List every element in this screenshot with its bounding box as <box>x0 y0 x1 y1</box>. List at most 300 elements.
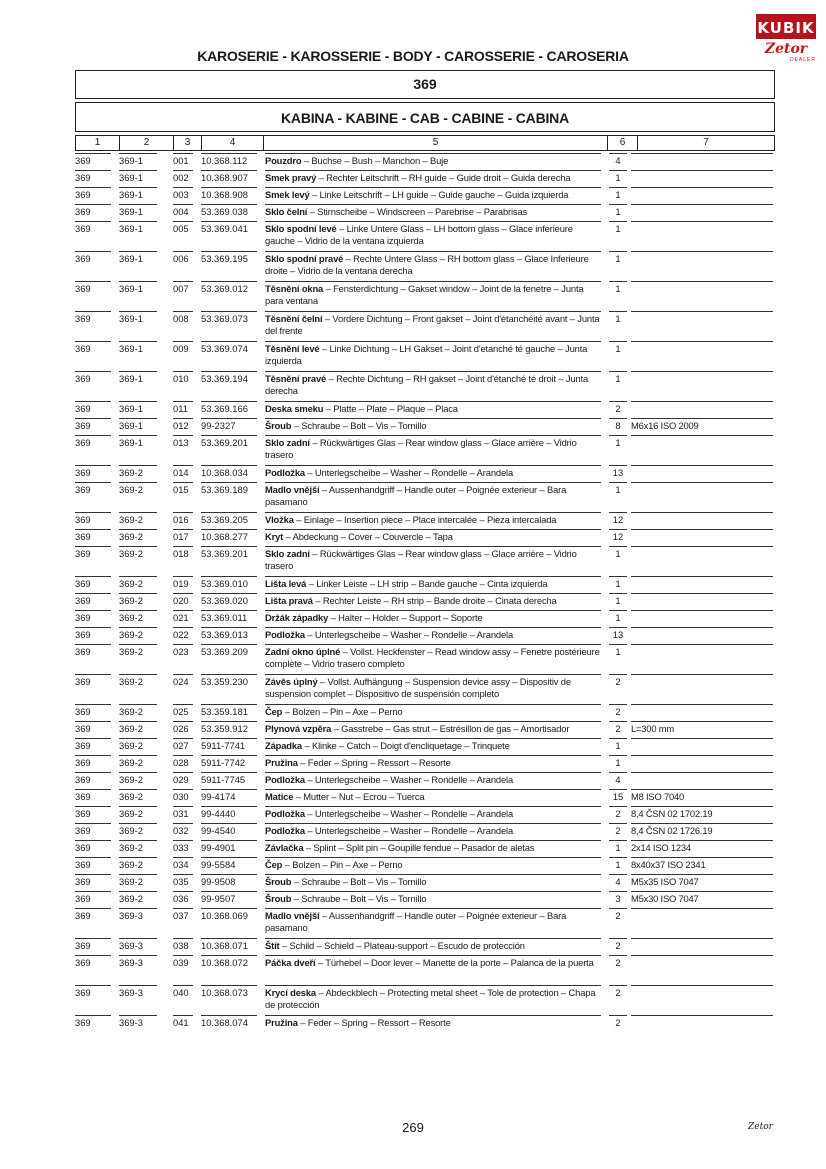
description-czech: Lišta levá <box>265 578 307 589</box>
description-translations: – Unterlegscheibe – Washer – Rondelle – Arandela <box>304 825 514 836</box>
row-rule <box>609 221 627 222</box>
description-translations: – Unterlegscheibe – Washer – Rondelle – Arandela <box>304 629 514 640</box>
description-czech: Závěs úplný <box>265 676 318 687</box>
row-rule <box>173 985 193 986</box>
cell-figure: 369-2 <box>119 808 143 819</box>
row-rule <box>631 738 773 739</box>
row-rule <box>75 204 111 205</box>
cell-part-number: 99-5584 <box>201 859 236 870</box>
cell-figure: 369-2 <box>119 578 143 589</box>
row-rule <box>631 789 773 790</box>
row-rule <box>609 529 627 530</box>
cell-quantity: 2 <box>615 676 621 687</box>
row-rule <box>265 371 601 372</box>
row-rule <box>631 721 773 722</box>
row-rule <box>631 755 773 756</box>
row-rule <box>609 772 627 773</box>
description-czech: Těsnění čelní <box>265 313 323 324</box>
row-rule <box>119 593 157 594</box>
row-rule <box>173 251 193 252</box>
cell-part-number: 10.368.069 <box>201 910 248 921</box>
cell-description <box>265 467 601 479</box>
cell-quantity: 1 <box>615 283 621 294</box>
description-translations: – Rechter Leiste – RH strip – Bande droite – Cinata derecha <box>312 595 557 606</box>
description-czech: Šroub <box>265 420 292 431</box>
description-czech: Pružina <box>265 757 298 768</box>
cell-note: 8,4 ČSN 02 1726.19 <box>631 825 713 836</box>
cell-figure: 369-2 <box>119 531 143 542</box>
description-translations: – Fensterdichtung – Gakset window – Joint de la fenetre – Junta para ventana <box>265 283 584 306</box>
row-rule <box>75 840 111 841</box>
cell-position: 022 <box>173 629 189 640</box>
row-rule <box>201 546 257 547</box>
row-rule <box>173 610 193 611</box>
table-row <box>75 418 773 435</box>
cell-figure: 369-1 <box>119 283 143 294</box>
row-rule <box>75 857 111 858</box>
cell-position: 001 <box>173 155 189 166</box>
row-rule <box>265 204 601 205</box>
cell-position: 012 <box>173 420 189 431</box>
table-row <box>75 721 773 738</box>
row-rule <box>201 593 257 594</box>
table-row <box>75 891 773 908</box>
cell-part-number: 53.369.013 <box>201 629 248 640</box>
cell-description <box>265 893 601 905</box>
row-rule <box>201 908 257 909</box>
row-rule <box>119 153 157 154</box>
row-rule <box>265 772 601 773</box>
row-rule <box>75 546 111 547</box>
row-rule <box>609 755 627 756</box>
row-rule <box>265 311 601 312</box>
row-rule <box>75 955 111 956</box>
row-rule <box>201 187 257 188</box>
row-rule <box>631 529 773 530</box>
row-rule <box>201 529 257 530</box>
cell-part-number: 5911-7745 <box>201 774 246 785</box>
row-rule <box>631 674 773 675</box>
cell-description <box>265 612 601 624</box>
table-row <box>75 187 773 204</box>
cell-note: 8,4 ČSN 02 1702.19 <box>631 808 713 819</box>
description-translations: – Vollst. Heckfenster – Read window assy – Fenetre postérieure complète – Vidrio trasero completo <box>265 646 600 669</box>
row-rule <box>173 593 193 594</box>
row-rule <box>173 755 193 756</box>
row-rule <box>75 576 111 577</box>
cell-group: 369 <box>75 957 91 968</box>
cell-figure: 369-2 <box>119 740 143 751</box>
description-translations: – Rechter Leitschrift – RH guide – Guide droit – Guida derecha <box>316 172 571 183</box>
cell-quantity: 13 <box>612 467 624 478</box>
row-rule <box>75 593 111 594</box>
cell-group: 369 <box>75 910 91 921</box>
table-row <box>75 371 773 401</box>
cell-figure: 369-1 <box>119 343 143 354</box>
row-rule <box>201 627 257 628</box>
cell-position: 014 <box>173 467 189 478</box>
cell-part-number: 53.359.230 <box>201 676 248 687</box>
row-rule <box>173 281 193 282</box>
cell-group: 369 <box>75 876 91 887</box>
table-row <box>75 1015 773 1032</box>
cell-group: 369 <box>75 774 91 785</box>
cell-part-number: 10.368.034 <box>201 467 248 478</box>
cell-part-number: 53.369.201 <box>201 548 248 559</box>
cell-group: 369 <box>75 420 91 431</box>
row-rule <box>609 840 627 841</box>
row-rule <box>609 204 627 205</box>
cell-quantity: 13 <box>612 629 624 640</box>
row-rule <box>201 874 257 875</box>
description-translations: – Linker Leiste – LH strip – Bande gauche – Cinta izquierda <box>306 578 548 589</box>
cell-group: 369 <box>75 514 91 525</box>
cell-position: 002 <box>173 172 189 183</box>
cell-description <box>265 910 601 934</box>
cell-quantity: 1 <box>615 253 621 264</box>
row-rule <box>265 627 601 628</box>
row-rule <box>201 704 257 705</box>
cell-figure: 369-2 <box>119 467 143 478</box>
row-rule <box>119 529 157 530</box>
row-rule <box>631 955 773 956</box>
cell-description <box>265 403 601 415</box>
row-rule <box>75 704 111 705</box>
row-rule <box>201 772 257 773</box>
row-rule <box>173 874 193 875</box>
cell-group: 369 <box>75 842 91 853</box>
cell-part-number: 99-9508 <box>201 876 236 887</box>
cell-group: 369 <box>75 612 91 623</box>
row-rule <box>173 401 193 402</box>
cell-description <box>265 757 601 769</box>
cell-figure: 369-1 <box>119 223 143 234</box>
row-rule <box>173 1015 193 1016</box>
cell-description <box>265 313 601 337</box>
cell-description <box>265 957 601 969</box>
row-rule <box>119 644 157 645</box>
row-rule <box>119 955 157 956</box>
table-row <box>75 311 773 341</box>
description-czech: Štít <box>265 940 280 951</box>
cell-group: 369 <box>75 757 91 768</box>
description-czech: Pružina <box>265 1017 298 1028</box>
cell-figure: 369-1 <box>119 172 143 183</box>
row-rule <box>119 371 157 372</box>
cell-part-number: 99-4901 <box>201 842 236 853</box>
row-rule <box>173 435 193 436</box>
description-translations: – Splint – Split pin – Goupille fendue – Pasador de aletas <box>303 842 535 853</box>
row-rule <box>631 891 773 892</box>
row-rule <box>201 281 257 282</box>
table-row <box>75 170 773 187</box>
column-header-1: 1 <box>76 136 120 150</box>
cell-part-number: 53.369.194 <box>201 373 248 384</box>
row-rule <box>75 311 111 312</box>
row-rule <box>173 311 193 312</box>
cell-figure: 369-3 <box>119 940 143 951</box>
description-czech: Lišta pravá <box>265 595 313 606</box>
row-rule <box>265 755 601 756</box>
row-rule <box>201 204 257 205</box>
row-rule <box>201 418 257 419</box>
table-row <box>75 465 773 482</box>
row-rule <box>119 281 157 282</box>
row-rule <box>631 281 773 282</box>
row-rule <box>631 401 773 402</box>
cell-position: 041 <box>173 1017 189 1028</box>
cell-position: 028 <box>173 757 189 768</box>
table-row <box>75 644 773 674</box>
row-rule <box>119 401 157 402</box>
row-rule <box>75 908 111 909</box>
cell-figure: 369-2 <box>119 548 143 559</box>
row-rule <box>173 857 193 858</box>
row-rule <box>201 840 257 841</box>
row-rule <box>609 311 627 312</box>
table-row <box>75 546 773 576</box>
row-rule <box>201 465 257 466</box>
row-rule <box>173 789 193 790</box>
cell-note: M5x35 ISO 7047 <box>631 876 699 887</box>
row-rule <box>119 418 157 419</box>
cell-position: 023 <box>173 646 189 657</box>
table-row <box>75 772 773 789</box>
cell-part-number: 99-4440 <box>201 808 236 819</box>
cell-quantity: 1 <box>615 313 621 324</box>
row-rule <box>265 644 601 645</box>
cell-description <box>265 189 601 201</box>
description-czech: Západka <box>265 740 302 751</box>
cell-note: 8x40x37 ISO 2341 <box>631 859 706 870</box>
row-rule <box>631 576 773 577</box>
row-rule <box>75 465 111 466</box>
row-rule <box>75 874 111 875</box>
row-rule <box>265 738 601 739</box>
row-rule <box>201 806 257 807</box>
row-rule <box>75 371 111 372</box>
cell-part-number: 53.369.205 <box>201 514 248 525</box>
cell-quantity: 8 <box>615 420 621 431</box>
cell-position: 026 <box>173 723 189 734</box>
cell-quantity: 12 <box>612 514 624 525</box>
description-czech: Madlo vnější <box>265 484 320 495</box>
cell-quantity: 2 <box>615 825 621 836</box>
cell-quantity: 4 <box>615 876 621 887</box>
cell-part-number: 53.369.020 <box>201 595 248 606</box>
row-rule <box>75 170 111 171</box>
row-rule <box>631 170 773 171</box>
cell-note: M5x30 ISO 7047 <box>631 893 699 904</box>
cell-part-number: 53.359.912 <box>201 723 248 734</box>
description-translations: – Rückwärtiges Glas – Rear window glass – Glace arrière – Vidrio trasero <box>265 548 577 571</box>
row-rule <box>173 891 193 892</box>
cell-group: 369 <box>75 403 91 414</box>
row-rule <box>631 908 773 909</box>
description-czech: Podložka <box>265 467 305 478</box>
table-row <box>75 738 773 755</box>
cell-figure: 369-2 <box>119 842 143 853</box>
description-czech: Čep <box>265 859 283 870</box>
row-rule <box>75 251 111 252</box>
cell-figure: 369-2 <box>119 676 143 687</box>
description-translations: – Unterlegscheibe – Washer – Rondelle – Arandela <box>304 808 514 819</box>
table-row <box>75 221 773 251</box>
cell-part-number: 53.369.073 <box>201 313 248 324</box>
row-rule <box>609 738 627 739</box>
row-rule <box>75 610 111 611</box>
row-rule <box>201 823 257 824</box>
cell-part-number: 99-2327 <box>201 420 236 431</box>
description-czech: Sklo spodní levé <box>265 223 337 234</box>
row-rule <box>631 772 773 773</box>
cell-group: 369 <box>75 467 91 478</box>
cell-figure: 369-1 <box>119 420 143 431</box>
row-rule <box>265 187 601 188</box>
cell-quantity: 1 <box>615 223 621 234</box>
row-rule <box>119 546 157 547</box>
row-rule <box>265 251 601 252</box>
row-rule <box>201 674 257 675</box>
row-rule <box>631 874 773 875</box>
cell-quantity: 2 <box>615 706 621 717</box>
cell-description <box>265 343 601 367</box>
row-rule <box>75 221 111 222</box>
cell-part-number: 10.368.074 <box>201 1017 248 1028</box>
cell-quantity: 2 <box>615 1017 621 1028</box>
row-rule <box>75 418 111 419</box>
cell-position: 038 <box>173 940 189 951</box>
row-rule <box>609 1015 627 1016</box>
row-rule <box>75 789 111 790</box>
description-czech: Pouzdro <box>265 155 302 166</box>
cell-quantity: 1 <box>615 842 621 853</box>
cell-quantity: 1 <box>615 172 621 183</box>
description-czech: Páčka dveří <box>265 957 316 968</box>
row-rule <box>119 772 157 773</box>
cell-description <box>265 676 601 700</box>
row-rule <box>201 955 257 956</box>
row-rule <box>119 674 157 675</box>
row-rule <box>201 482 257 483</box>
table-row <box>75 840 773 857</box>
row-rule <box>173 529 193 530</box>
cell-figure: 369-2 <box>119 876 143 887</box>
cell-part-number: 10.368.073 <box>201 987 248 998</box>
table-row <box>75 789 773 806</box>
row-rule <box>75 482 111 483</box>
description-czech: Podložka <box>265 629 305 640</box>
cell-description <box>265 373 601 397</box>
cell-note: M6x16 ISO 2009 <box>631 420 699 431</box>
cell-quantity: 1 <box>615 437 621 448</box>
cell-part-number: 53.369.201 <box>201 437 248 448</box>
cell-position: 019 <box>173 578 189 589</box>
cell-quantity: 1 <box>615 484 621 495</box>
table-row <box>75 251 773 281</box>
row-rule <box>265 610 601 611</box>
description-translations: – Stirnscheibe – Windscreen – Parebrise – Parabrisas <box>307 206 528 217</box>
row-rule <box>265 955 601 956</box>
cell-part-number: 53.369.011 <box>201 612 248 623</box>
cell-part-number: 53.369.038 <box>201 206 248 217</box>
table-row <box>75 755 773 772</box>
row-rule <box>609 891 627 892</box>
row-rule <box>75 627 111 628</box>
row-rule <box>631 371 773 372</box>
row-rule <box>609 610 627 611</box>
cell-position: 032 <box>173 825 189 836</box>
row-rule <box>119 704 157 705</box>
cell-group: 369 <box>75 825 91 836</box>
cell-position: 006 <box>173 253 189 264</box>
cell-position: 004 <box>173 206 189 217</box>
cell-part-number: 99-9507 <box>201 893 236 904</box>
row-rule <box>173 840 193 841</box>
cell-position: 030 <box>173 791 189 802</box>
row-rule <box>609 435 627 436</box>
cell-description <box>265 876 601 888</box>
description-translations: – Schraube – Bolt – Vis – Tornillo <box>291 420 427 431</box>
cell-figure: 369-3 <box>119 957 143 968</box>
row-rule <box>265 529 601 530</box>
row-rule <box>265 823 601 824</box>
row-rule <box>119 465 157 466</box>
cell-position: 025 <box>173 706 189 717</box>
cell-figure: 369-1 <box>119 253 143 264</box>
page-title: KAROSERIE - KAROSSERIE - BODY - CAROSSERIE - CAROSERIA <box>197 48 629 64</box>
row-rule <box>119 789 157 790</box>
cell-position: 003 <box>173 189 189 200</box>
cell-figure: 369-2 <box>119 757 143 768</box>
description-translations: – Abdeckblech – Protecting metal sheet – Tole de protection – Chapa de protección <box>265 987 596 1010</box>
row-rule <box>173 955 193 956</box>
row-rule <box>265 908 601 909</box>
cell-part-number: 10.368.277 <box>201 531 248 542</box>
cell-group: 369 <box>75 791 91 802</box>
cell-group: 369 <box>75 223 91 234</box>
row-rule <box>201 153 257 154</box>
description-czech: Podložka <box>265 774 305 785</box>
table-row <box>75 908 773 938</box>
description-czech: Sklo zadní <box>265 548 310 559</box>
table-row <box>75 529 773 546</box>
cell-group: 369 <box>75 343 91 354</box>
group-number: 369 <box>75 70 775 99</box>
description-translations: – Gasstrebe – Gas strut – Estrésillon de gas – Amortisador <box>331 723 570 734</box>
cell-position: 010 <box>173 373 189 384</box>
row-rule <box>119 435 157 436</box>
row-rule <box>631 482 773 483</box>
row-rule <box>173 772 193 773</box>
table-row <box>75 576 773 593</box>
cell-part-number: 53.369.189 <box>201 484 248 495</box>
description-czech: Sklo čelní <box>265 206 308 217</box>
cell-description <box>265 808 601 820</box>
cell-part-number: 99-4540 <box>201 825 236 836</box>
cell-position: 017 <box>173 531 189 542</box>
cell-group: 369 <box>75 548 91 559</box>
row-rule <box>173 341 193 342</box>
cell-group: 369 <box>75 155 91 166</box>
description-czech: Vložka <box>265 514 294 525</box>
column-header-2: 2 <box>120 136 174 150</box>
row-rule <box>631 985 773 986</box>
description-translations: – Platte – Plate – Plaque – Placa <box>323 403 458 414</box>
row-rule <box>119 857 157 858</box>
row-rule <box>609 371 627 372</box>
description-translations: – Vollst. Aufhängung – Suspension device assy – Dispositiv de suspension complet – Dispositivo de suspensión completo <box>265 676 571 699</box>
